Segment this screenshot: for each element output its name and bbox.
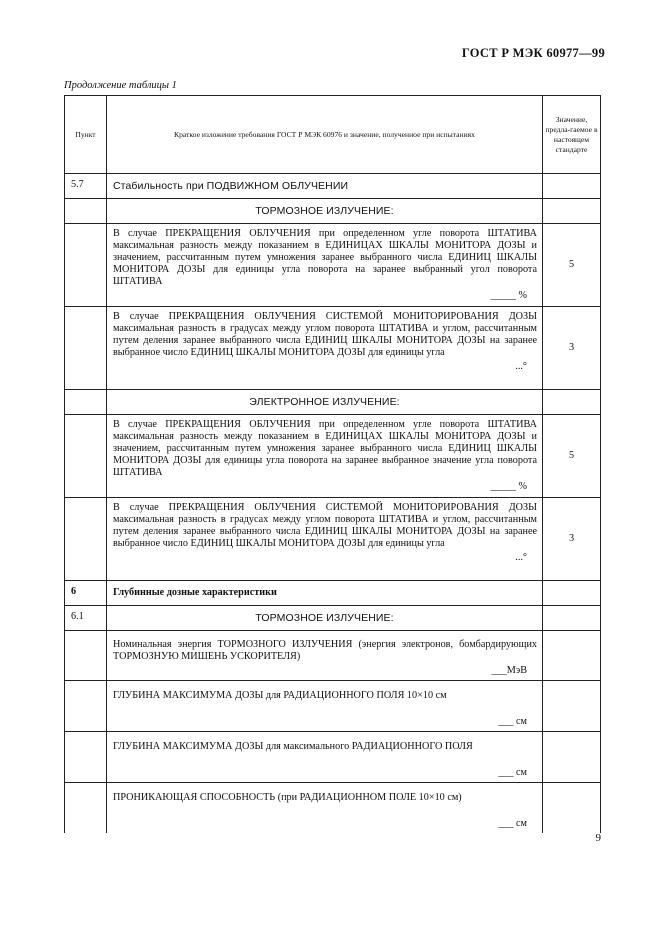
- row-number: [65, 498, 107, 581]
- header-point: Пункт: [65, 96, 107, 174]
- requirement-text: В случае ПРЕКРАЩЕНИЯ ОБЛУЧЕНИЯ при определенном угле поворота ШТАТИВА максимальная разность между показанием в ЕДИНИЦАХ ШКАЛЫ МОНИТОРА ДОЗЫ и значением, рассчитанным путем умножения заранее выбранного числа ЕДИНИЦ ШКАЛЫ МОНИТОРА ДОЗЫ для единицы угла поворота на заранее выбранный угол поворота ШТАТИВА: [113, 228, 537, 287]
- table-row: [65, 174, 601, 199]
- value-blank: _____ %: [490, 290, 527, 301]
- value-blank: ___ см: [498, 716, 527, 727]
- table-row: [65, 415, 601, 498]
- row-value: 3: [543, 498, 601, 581]
- table-row: [65, 307, 601, 390]
- section-heading: ТОРМОЗНОЕ ИЗЛУЧЕНИЕ:: [107, 199, 543, 224]
- row-text: [107, 631, 543, 681]
- page-number: 9: [595, 832, 601, 844]
- row-value: [543, 732, 601, 783]
- row-text: Стабильность при ПОДВИЖНОМ ОБЛУЧЕНИИ: [107, 174, 543, 199]
- table-row: [65, 581, 601, 606]
- row-number: [65, 224, 107, 307]
- row-text: [107, 732, 543, 783]
- table-continuation-caption: Продолжение таблицы 1: [64, 80, 177, 91]
- row-number: [65, 681, 107, 732]
- row-value: [543, 199, 601, 224]
- table-row: [65, 390, 601, 415]
- value-blank: ___МэВ: [491, 665, 527, 676]
- row-text: [107, 415, 543, 498]
- value-blank: ...°: [515, 552, 527, 563]
- row-number: 6.1: [65, 606, 107, 631]
- requirement-text: Номинальная энергия ТОРМОЗНОГО ИЗЛУЧЕНИЯ (энергия электронов, бомбардирующих ТОРМОЗНУЮ МИШЕНЬ УСКОРИТЕЛЯ): [113, 639, 537, 662]
- row-number: [65, 307, 107, 390]
- row-number: [65, 390, 107, 415]
- header-value: Значение, предла-гаемое в настоящем стандарте: [543, 96, 601, 174]
- section-title: Глубинные дозные характеристики: [107, 581, 543, 606]
- table-row: [65, 199, 601, 224]
- row-text: [107, 681, 543, 732]
- requirement-text: ГЛУБИНА МАКСИМУМА ДОЗЫ для РАДИАЦИОННОГО ПОЛЯ 10×10 см: [113, 690, 447, 701]
- row-value: [543, 581, 601, 606]
- row-value: [543, 390, 601, 415]
- table-row: [65, 631, 601, 681]
- row-number: [65, 783, 107, 834]
- row-text: [107, 224, 543, 307]
- table-row: [65, 224, 601, 307]
- table-header-row: [65, 96, 601, 174]
- row-number: [65, 199, 107, 224]
- table-row: [65, 681, 601, 732]
- row-number: [65, 732, 107, 783]
- value-blank: ___ см: [498, 767, 527, 778]
- requirement-text: В случае ПРЕКРАЩЕНИЯ ОБЛУЧЕНИЯ при определенном угле поворота ШТАТИВА максимальная разность между показанием в ЕДИНИЦАХ ШКАЛЫ МОНИТОРА ДОЗЫ и значением, рассчитанным путем умножения заранее выбранного числа ЕДИНИЦ ШКАЛЫ МОНИТОРА ДОЗЫ для единицы угла поворота на заранее выбранное значение угла поворота ШТАТИВА: [113, 419, 537, 478]
- row-value: [543, 174, 601, 199]
- table-row: [65, 783, 601, 834]
- value-blank: _____ %: [490, 481, 527, 492]
- table-row: [65, 606, 601, 631]
- row-number: 6: [65, 581, 107, 606]
- row-value: 5: [543, 415, 601, 498]
- requirement-text: ПРОНИКАЮЩАЯ СПОСОБНОСТЬ (при РАДИАЦИОННОМ ПОЛЕ 10×10 см): [113, 792, 462, 803]
- row-value: 3: [543, 307, 601, 390]
- table-row: [65, 732, 601, 783]
- section-heading: ТОРМОЗНОЕ ИЗЛУЧЕНИЕ:: [107, 606, 543, 631]
- row-value: [543, 606, 601, 631]
- requirement-text: В случае ПРЕКРАЩЕНИЯ ОБЛУЧЕНИЯ СИСТЕМОЙ МОНИТОРИРОВАНИЯ ДОЗЫ максимальная разность в градусах между углом поворота ШТАТИВА и углом, рассчитанным путем деления заранее выбранного числа ЕДИНИЦ ШКАЛЫ МОНИТОРА ДОЗЫ на заранее выбранное число ЕДИНИЦ ШКАЛЫ МОНИТОРА ДОЗЫ для единицы угла: [113, 311, 537, 358]
- row-text: [107, 307, 543, 390]
- value-blank: ...°: [515, 361, 527, 372]
- row-number: 5.7: [65, 174, 107, 199]
- row-value: [543, 681, 601, 732]
- value-blank: ___ см: [498, 818, 527, 829]
- section-heading: ЭЛЕКТРОННОЕ ИЗЛУЧЕНИЕ:: [107, 390, 543, 415]
- document-header: ГОСТ Р МЭК 60977—99: [461, 46, 605, 60]
- row-number: [65, 415, 107, 498]
- header-text: Краткое изложение требования ГОСТ Р МЭК 60976 и значение, полученное при испытаниях: [107, 96, 543, 174]
- requirement-text: В случае ПРЕКРАЩЕНИЯ ОБЛУЧЕНИЯ СИСТЕМОЙ МОНИТОРИРОВАНИЯ ДОЗЫ максимальная разность в градусах между углом поворота ШТАТИВА и углом, рассчитанным путем деления заранее выбранного числа ЕДИНИЦ ШКАЛЫ МОНИТОРА ДОЗЫ на заранее выбранное число ЕДИНИЦ ШКАЛЫ МОНИТОРА ДОЗЫ для единицы угла: [113, 502, 537, 549]
- requirement-text: ГЛУБИНА МАКСИМУМА ДОЗЫ для максимального РАДИАЦИОННОГО ПОЛЯ: [113, 741, 473, 752]
- row-number: [65, 631, 107, 681]
- row-value: [543, 631, 601, 681]
- row-text: [107, 783, 543, 834]
- requirements-table: [64, 95, 601, 833]
- row-text: [107, 498, 543, 581]
- row-value: 5: [543, 224, 601, 307]
- row-value: [543, 783, 601, 834]
- table-row: [65, 498, 601, 581]
